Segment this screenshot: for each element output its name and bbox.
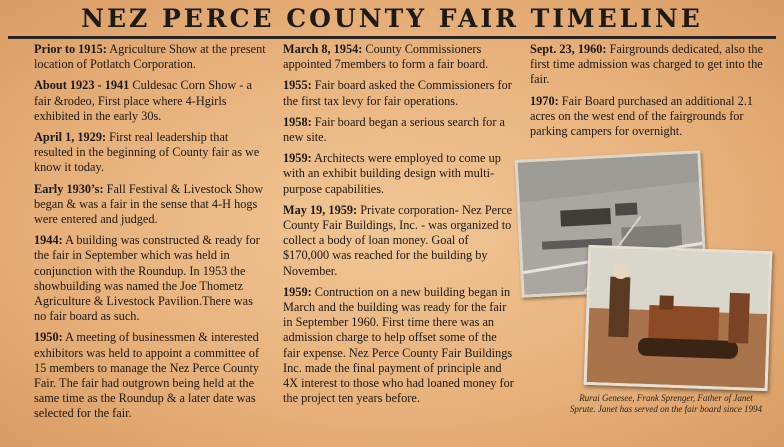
photo-caption: Rurai Genesee, Frank Sprenger, Father of Janet Sprute. Janet has served on the fair board since 1994: [569, 393, 763, 414]
timeline-column-1: [34, 42, 266, 428]
timeline-entry: March 8, 1954: County Commissioners appointed 7members to form a fair board.: [283, 42, 489, 72]
timeline-entry: 1944: A building was constructed & ready for the fair in September which was held in conjunction with the Roundup. In 1953 the showbuilding was named the Joe Thometz Agriculture & Livestock Pavilion.There was no fair board as such.: [34, 233, 260, 324]
timeline-entry: 1950: A meeting of businessmen & interested exhibitors was held to appoint a committee of 15 members to manage the Nez Perce County Fair. The fair had outgrown being held at the same time as the Roundup & a later date was selected for the fair.: [34, 330, 260, 421]
tractor-photo: [584, 245, 773, 391]
timeline-entry: About 1923 - 1941 Culdesac Corn Show - a fair &rodeo, First place where 4-Hgirls exhibited in the early 30s.: [34, 78, 252, 123]
title-divider: [8, 36, 776, 39]
timeline-entry: 1970: Fair Board purchased an additional 2.1 acres on the west end of the fairgrounds for parking campers for overnight.: [530, 93, 754, 139]
timeline-entry: Early 1930’s: Fall Festival & Livestock Show began & was a fair in the sense that 4-H hogs were entered and judged.: [34, 181, 264, 227]
timeline-entry: 1955: Fair board asked the Commissioners for the first tax levy for fair operations.: [283, 78, 512, 108]
timeline-column-3: [530, 42, 765, 145]
timeline-entry: April 1, 1929: First real leadership that resulted in the beginning of County fair as we know it today.: [34, 130, 260, 175]
timeline-entry: Prior to 1915: Agriculture Show at the present location of Potlatch Corporation.: [34, 42, 266, 72]
timeline-column-2: [283, 42, 514, 412]
timeline-entry: 1959: Architects were employed to come up with an exhibit building design with multi-purpose capabilities.: [283, 151, 501, 196]
timeline-entry: 1958: Fair board began a serious search for a new site.: [283, 114, 505, 145]
timeline-entry: May 19, 1959: Private corporation- Nez Perce County Fair Buildings, Inc. - was organized to collect a body of loan money. Goal of $170,000 was reached for the building by November.: [283, 202, 513, 278]
timeline-entry: 1959: Contruction on a new building began in March and the building was ready for the fair in September 1960. First time there was an admission charge to help offset some of the fair expense. Nez Perce County Fair Buildings Inc. made the final payment of principle and 4X interest to those who had loaned money for the project ten years before.: [283, 284, 514, 406]
timeline-entry: Sept. 23, 1960: Fairgrounds dedicated, also the first time admission was charged to get into the fair.: [530, 42, 764, 87]
page-title: NEZ PERCE COUNTY FAIR TIMELINE: [81, 4, 703, 33]
